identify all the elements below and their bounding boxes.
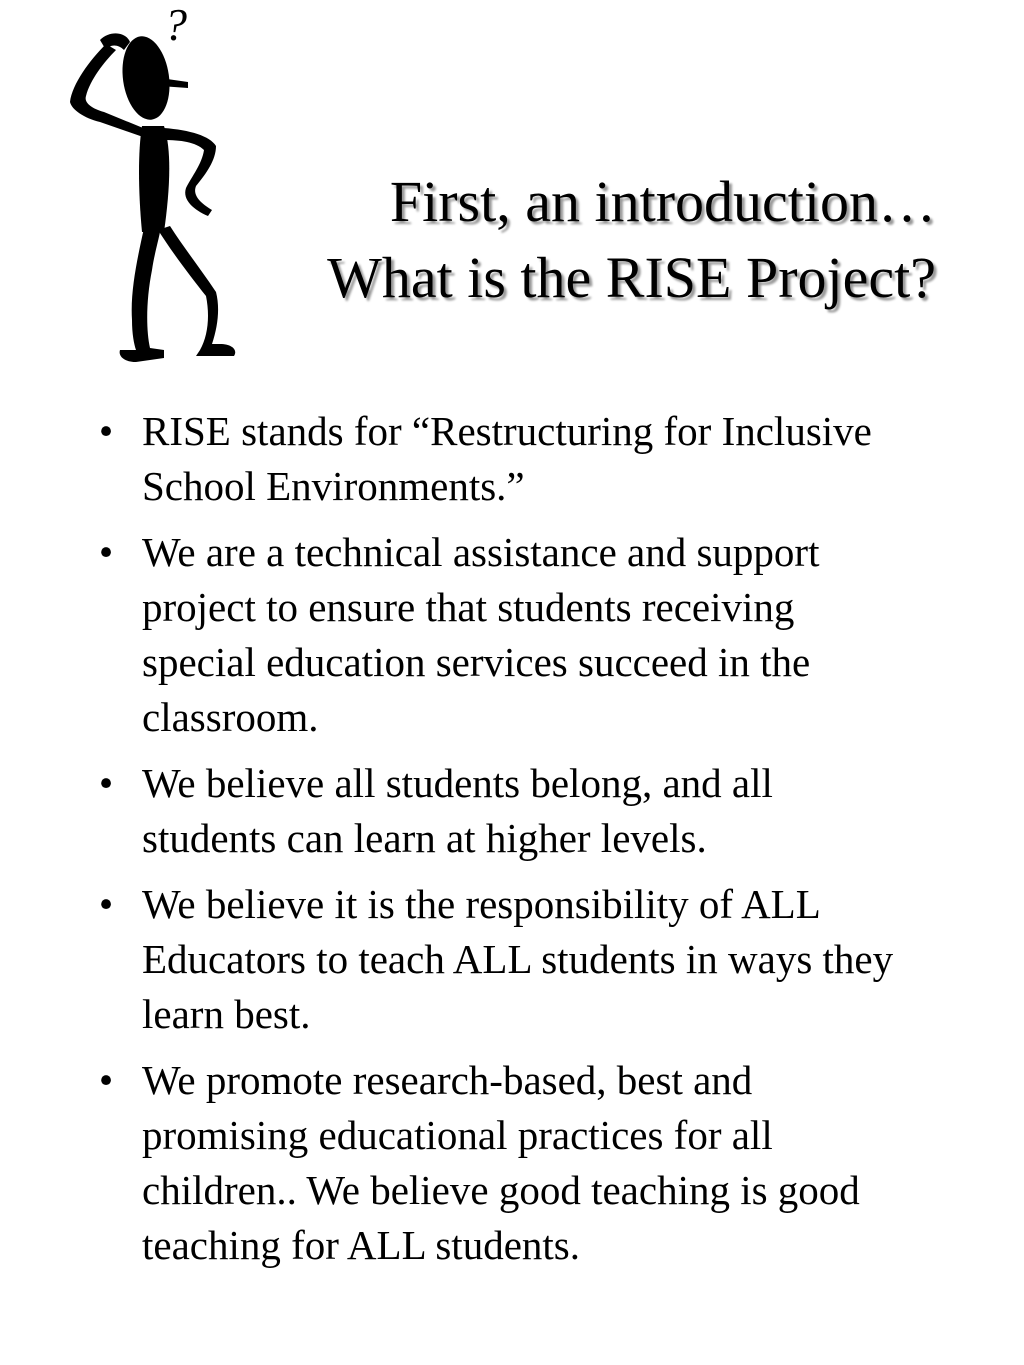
bullet-marker: • <box>98 529 114 575</box>
slide-title <box>327 164 936 316</box>
bullet-marker: • <box>98 1057 114 1103</box>
bullet-item <box>86 525 916 745</box>
bullet-list <box>86 404 916 1284</box>
bullet-item <box>86 756 916 866</box>
title-line-question: What is the RISE Project? <box>327 245 936 310</box>
confused-stick-figure-icon <box>60 0 260 370</box>
bullet-item <box>86 1053 916 1273</box>
bullet-text: We believe all students belong, and all students can learn at higher levels. <box>142 760 773 861</box>
bullet-text: We are a technical assistance and support project to ensure that students receiving special education services succeed in the classroom. <box>142 529 820 740</box>
bullet-marker: • <box>98 760 114 806</box>
question-mark-glyph: ? <box>164 0 187 50</box>
bullet-marker: • <box>98 408 114 454</box>
title-line-intro: First, an introduction… <box>389 169 936 234</box>
bullet-item <box>86 877 916 1042</box>
bullet-text: We promote research-based, best and promising educational practices for all children.. We believe good teaching is good teaching for ALL students. <box>142 1057 860 1268</box>
bullet-text: RISE stands for “Restructuring for Inclusive School Environments.” <box>142 408 872 509</box>
bullet-marker: • <box>98 881 114 927</box>
bullet-text: We believe it is the responsibility of ALL Educators to teach ALL students in ways they learn best. <box>142 881 894 1037</box>
bullet-item <box>86 404 916 514</box>
